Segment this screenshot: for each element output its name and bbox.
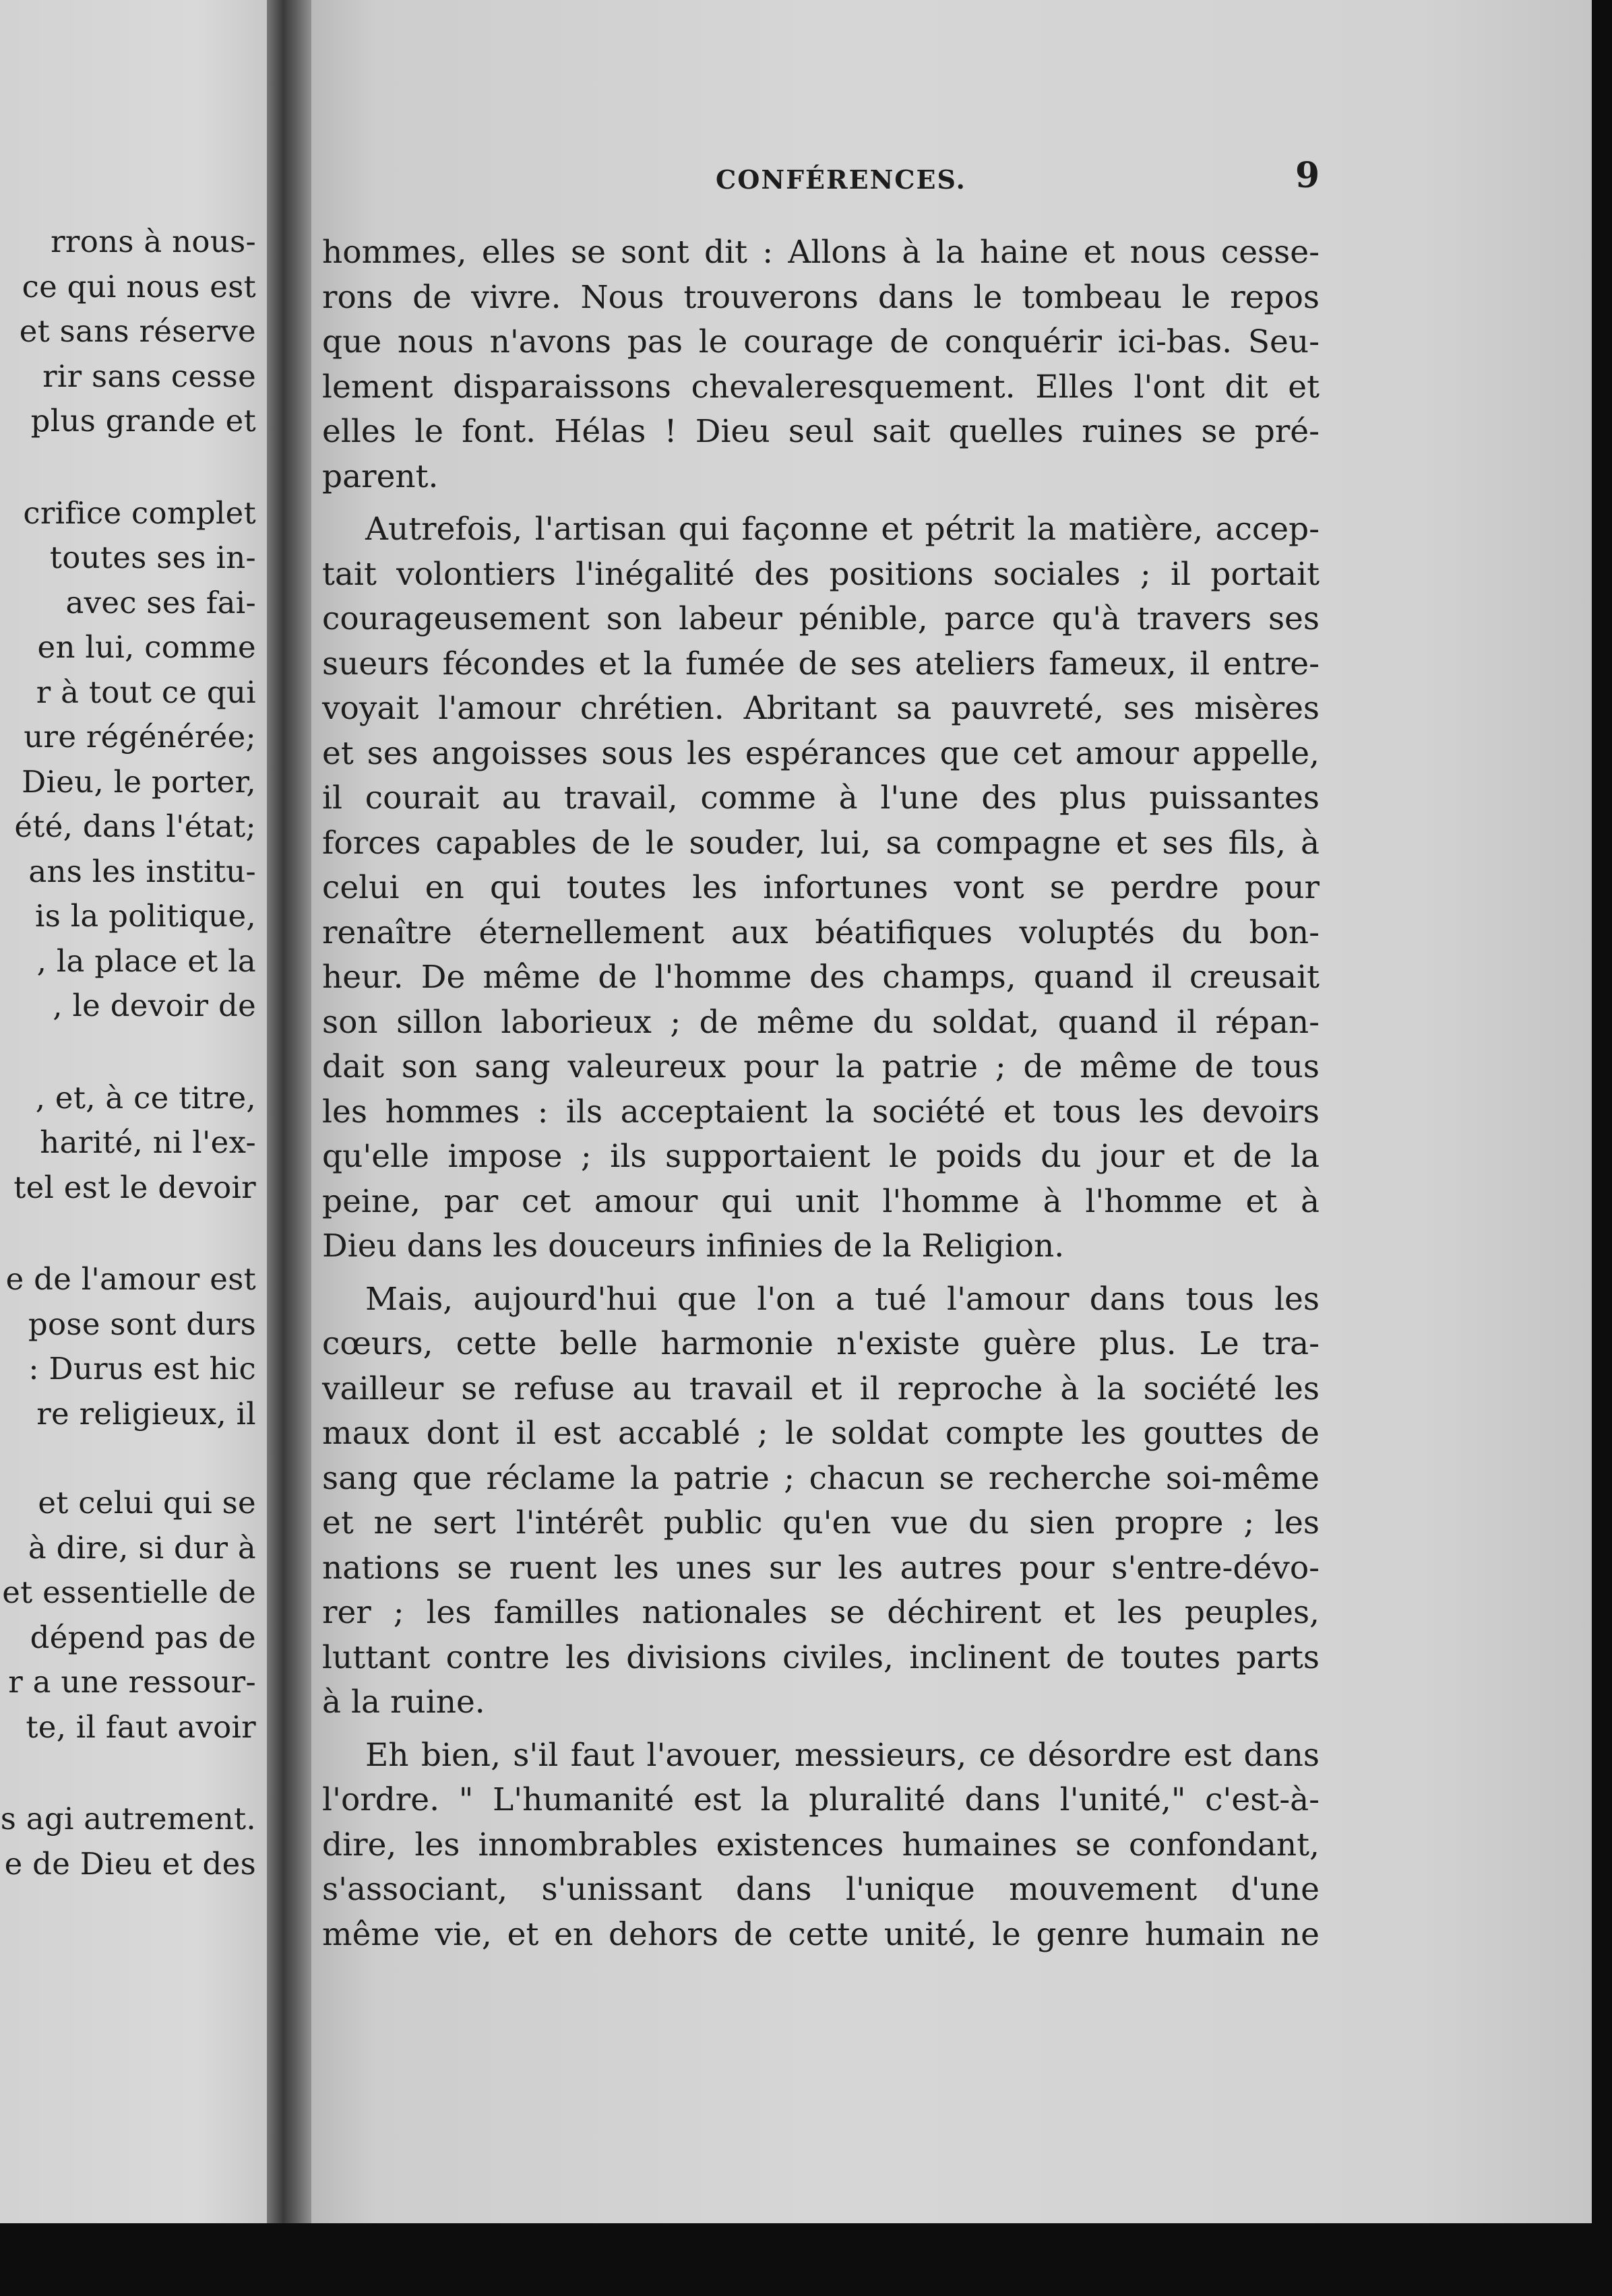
left-line: r à tout ce qui xyxy=(36,674,256,710)
left-line: : Durus est hic xyxy=(28,1351,256,1386)
text-line: il courait au travail, comme à l'une des plus puissantes xyxy=(322,779,1320,817)
left-line: e de Dieu et des xyxy=(4,1845,256,1882)
left-line: rir sans cesse xyxy=(42,358,256,394)
left-line: ure régénérée; xyxy=(24,719,256,755)
text-line: peine, par cet amour qui unit l'homme à l'homme et à xyxy=(322,1182,1320,1220)
paragraph xyxy=(322,230,1320,499)
text-line: hommes, elles se sont dit : Allons à la haine et nous cesse- xyxy=(322,234,1320,271)
left-line: te, il faut avoir xyxy=(26,1709,256,1745)
left-line: r a une ressour- xyxy=(8,1664,256,1700)
left-line: , la place et la xyxy=(36,943,256,979)
text-line: dait son sang valeureux pour la patrie ; de même de tous xyxy=(322,1048,1320,1085)
left-line: , le devoir de xyxy=(53,988,256,1023)
left-line: crifice complet xyxy=(23,495,256,531)
text-line: à la ruine. xyxy=(322,1684,485,1721)
page-number: 9 xyxy=(1295,155,1320,196)
left-line: ce qui nous est xyxy=(22,268,256,305)
scan-bottom-edge xyxy=(0,2223,1612,2296)
book-gutter xyxy=(267,0,314,2296)
scan-right-edge xyxy=(1592,0,1612,2296)
left-line: et celui qui se xyxy=(38,1485,256,1521)
text-line: sang que réclame la patrie ; chacun se recherche soi-même xyxy=(322,1459,1320,1497)
previous-page-text xyxy=(0,220,256,1886)
page-9 xyxy=(311,0,1612,2230)
page-body xyxy=(322,230,1320,1965)
text-line: rons de vivre. Nous trouverons dans le tombeau le repos xyxy=(322,278,1320,316)
text-line: Dieu dans les douceurs infinies de la Religion. xyxy=(322,1227,1065,1265)
left-line: toutes ses in- xyxy=(49,540,256,575)
left-line: , et, à ce titre, xyxy=(35,1079,256,1116)
left-line: Dieu, le porter, xyxy=(22,763,256,800)
left-line: à dire, si dur à xyxy=(28,1529,256,1566)
left-line: e de l'amour est xyxy=(5,1261,256,1297)
left-line: ans les institu- xyxy=(28,853,256,889)
text-line: Mais, aujourd'hui que l'on a tué l'amour dans tous les xyxy=(365,1280,1320,1318)
left-line: is la politique, xyxy=(35,898,256,934)
text-line: celui en qui toutes les infortunes vont se perdre pour xyxy=(322,869,1320,906)
text-line: maux dont il est accablé ; le soldat compte les gouttes de xyxy=(322,1415,1320,1452)
text-line: rer ; les familles nationales se déchirent et les peuples, xyxy=(322,1594,1320,1631)
text-line: tait volontiers l'inégalité des positions sociales ; il portait xyxy=(322,555,1320,593)
text-line: courageusement son labeur pénible, parce qu'à travers ses xyxy=(322,600,1320,637)
left-line: dépend pas de xyxy=(30,1619,256,1655)
text-line: lement disparaissons chevaleresquement. Elles l'ont dit et xyxy=(322,368,1320,406)
text-line: dire, les innombrables existences humaines se confondant, xyxy=(322,1826,1320,1863)
text-line: renaître éternellement aux béatifiques voluptés du bon- xyxy=(322,914,1320,951)
text-line: vailleur se refuse au travail et il reproche à la société les xyxy=(322,1370,1320,1407)
text-line: luttant contre les divisions civiles, inclinent de toutes parts xyxy=(322,1638,1320,1676)
left-line: été, dans l'état; xyxy=(14,808,256,844)
text-line: sueurs fécondes et la fumée de ses ateliers fameux, il entre- xyxy=(322,645,1320,682)
text-line: les hommes : ils acceptaient la société et tous les devoirs xyxy=(322,1093,1320,1130)
text-line: Autrefois, l'artisan qui façonne et pétrit la matière, accep- xyxy=(365,511,1320,548)
paragraph xyxy=(322,1733,1320,1958)
text-line: heur. De même de l'homme des champs, quand il creusait xyxy=(322,959,1320,996)
left-line: s agi autrement. xyxy=(0,1801,256,1837)
text-line: voyait l'amour chrétien. Abritant sa pauvreté, ses misères xyxy=(322,690,1320,727)
running-head: CONFÉRENCES. xyxy=(716,164,966,195)
text-line: cœurs, cette belle harmonie n'existe guère plus. Le tra- xyxy=(322,1325,1320,1362)
left-line: re religieux, il xyxy=(36,1395,256,1432)
left-line: rrons à nous- xyxy=(51,224,256,259)
text-line: Eh bien, s'il faut l'avouer, messieurs, ce désordre est dans xyxy=(365,1736,1320,1774)
paragraph xyxy=(322,1277,1320,1725)
text-line: même vie, et en dehors de cette unité, le genre humain ne xyxy=(322,1915,1320,1953)
text-line: parent. xyxy=(322,457,439,495)
text-line: qu'elle impose ; ils supportaient le poids du jour et de la xyxy=(322,1138,1320,1175)
text-line: et ses angoisses sous les espérances que cet amour appelle, xyxy=(322,734,1320,772)
previous-page-fragment xyxy=(0,0,283,2296)
paragraph xyxy=(322,507,1320,1269)
left-line: et essentielle de xyxy=(2,1574,256,1610)
left-line: plus grande et xyxy=(30,403,256,439)
text-line: l'ordre. " L'humanité est la pluralité dans l'unité," c'est-à- xyxy=(322,1781,1320,1818)
left-line: en lui, comme xyxy=(37,629,256,665)
text-line: forces capables de le souder, lui, sa compagne et ses fils, à xyxy=(322,824,1320,862)
text-line: que nous n'avons pas le courage de conquérir ici-bas. Seu- xyxy=(322,323,1320,360)
left-line: et sans réserve xyxy=(19,313,256,349)
left-line: tel est le devoir xyxy=(13,1169,256,1205)
left-line: harité, ni l'ex- xyxy=(40,1124,256,1160)
left-line: avec ses fai- xyxy=(65,584,256,620)
text-line: s'associant, s'unissant dans l'unique mouvement d'une xyxy=(322,1871,1320,1908)
text-line: et ne sert l'intérêt public qu'en vue du sien propre ; les xyxy=(322,1504,1320,1541)
text-line: elles le font. Hélas ! Dieu seul sait quelles ruines se pré- xyxy=(322,413,1320,450)
text-line: nations se ruent les unes sur les autres pour s'entre-dévo- xyxy=(322,1549,1320,1587)
text-line: son sillon laborieux ; de même du soldat, quand il répan- xyxy=(322,1003,1320,1041)
left-line: pose sont durs xyxy=(28,1306,256,1342)
